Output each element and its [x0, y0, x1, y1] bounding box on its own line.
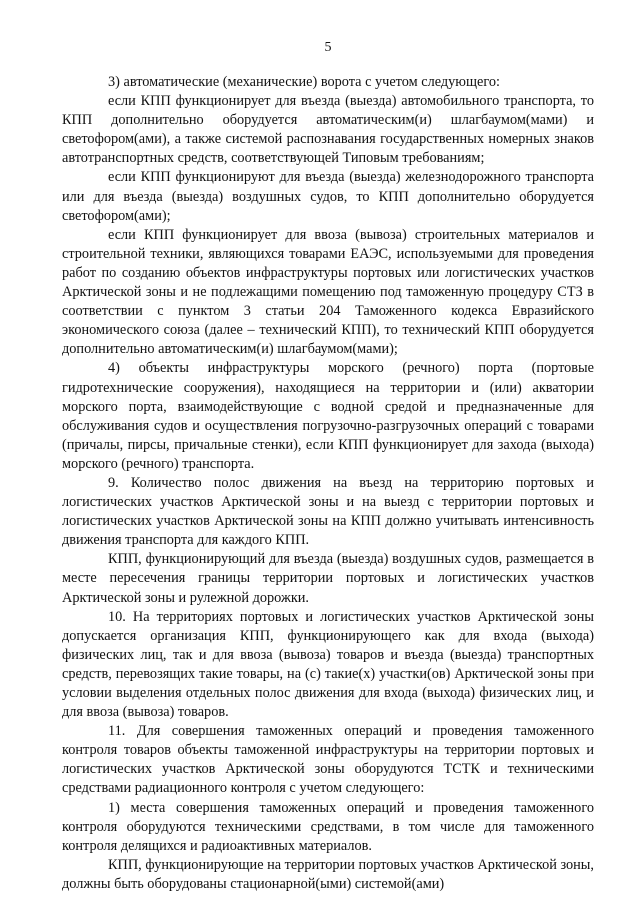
paragraph-aircraft-kpp: КПП, функционирующий для въезда (выезда) воздушных судов, размещается в месте пересечения границы территории портовых и логистических участков Арктической зоны и рулежной дорожки. [62, 551, 594, 606]
paragraph-clause-11: 11. Для совершения таможенных операций и проведения таможенного контроля товаров объекты таможенной инфраструктуры на территории портовых и логистических участков Арктической зоны оборудуются ТСТК и техническими средствами радиационного контроля с учетом следующего: [62, 723, 594, 797]
paragraph-rail-air-transport: если КПП функционируют для въезда (выезда) железнодорожного транспорта или для въезда (выезда) воздушных судов, то КПП дополнительно оборудуется светофором(ами); [62, 169, 594, 224]
paragraph-item-4-port-infrastructure: 4) объекты инфраструктуры морского (речного) порта (портовые гидротехнические сооружения), находящиеся на территории и (или) акватории морского порта, взаимодействующие с водной средой и предназначенные для обслуживания судов и осуществления погрузочно-разгрузочных операций с товарами (причалы, пирсы, причальные стенки), если КПП функционирует для захода (выхода) морского (речного) транспорта. [62, 360, 594, 472]
paragraph-item-3-gates: 3) автоматические (механические) ворота с учетом следующего: [108, 74, 500, 90]
paragraph-port-kpp-equipment: КПП, функционирующие на территории портовых участков Арктической зоны, должны быть оборудованы стационарной(ыми) системой(ами) [62, 856, 594, 892]
paragraph-clause-10: 10. На территориях портовых и логистических участков Арктической зоны допускается организация КПП, функционирующего как для входа (выхода) физических лиц, так и для ввоза (вывоза) товаров и въезда (выезда) транспортных средств, перевозящих такие товары, на (с) такие(х) участки(ов) Арктической зоны при условии выделения отдельных полос движения для входа (выхода) физических лиц, и для ввоза (вывоза) товаров. [62, 608, 594, 721]
paragraph-road-transport: если КПП функционирует для въезда (выезда) автомобильного транспорта, то КПП дополнительно оборудуется автоматическим(и) шлагбаумом(мами) и светофором(ами), а также системой распознавания государственных номерных знаков автотранспортных средств, соответствующей Типовым требованиям; [62, 93, 594, 167]
document-body [62, 73, 594, 894]
paragraph-item-1-customs-places: 1) места совершения таможенных операций и проведения таможенного контроля оборудуются техническими средствами, в том числе для таможенного контроля делящихся и радиоактивных материалов. [62, 799, 594, 854]
paragraph-clause-9: 9. Количество полос движения на въезд на территорию портовых и логистических участков Арктической зоны и на выезд с территории портовых и логистических участков Арктической зоны на КПП должно учитывать интенсивность движения транспорта для каждого КПП. [62, 474, 594, 549]
page-number: 5 [324, 40, 332, 55]
paragraph-technical-kpp: если КПП функционирует для ввоза (вывоза) строительных материалов и строительной техники, являющихся товарами ЕАЭС, используемыми для проведения работ по созданию объектов инфраструктуры портовых или логистических участков Арктической зоны и не подлежащими помещению под таможенную процедуру СТЗ в соответствии с пунктом 3 статьи 204 Таможенного кодекса Евразийского экономического союза (далее – технический КПП), то технический КПП оборудуется дополнительно автоматическим(и) шлагбаумом(мами); [62, 226, 594, 358]
